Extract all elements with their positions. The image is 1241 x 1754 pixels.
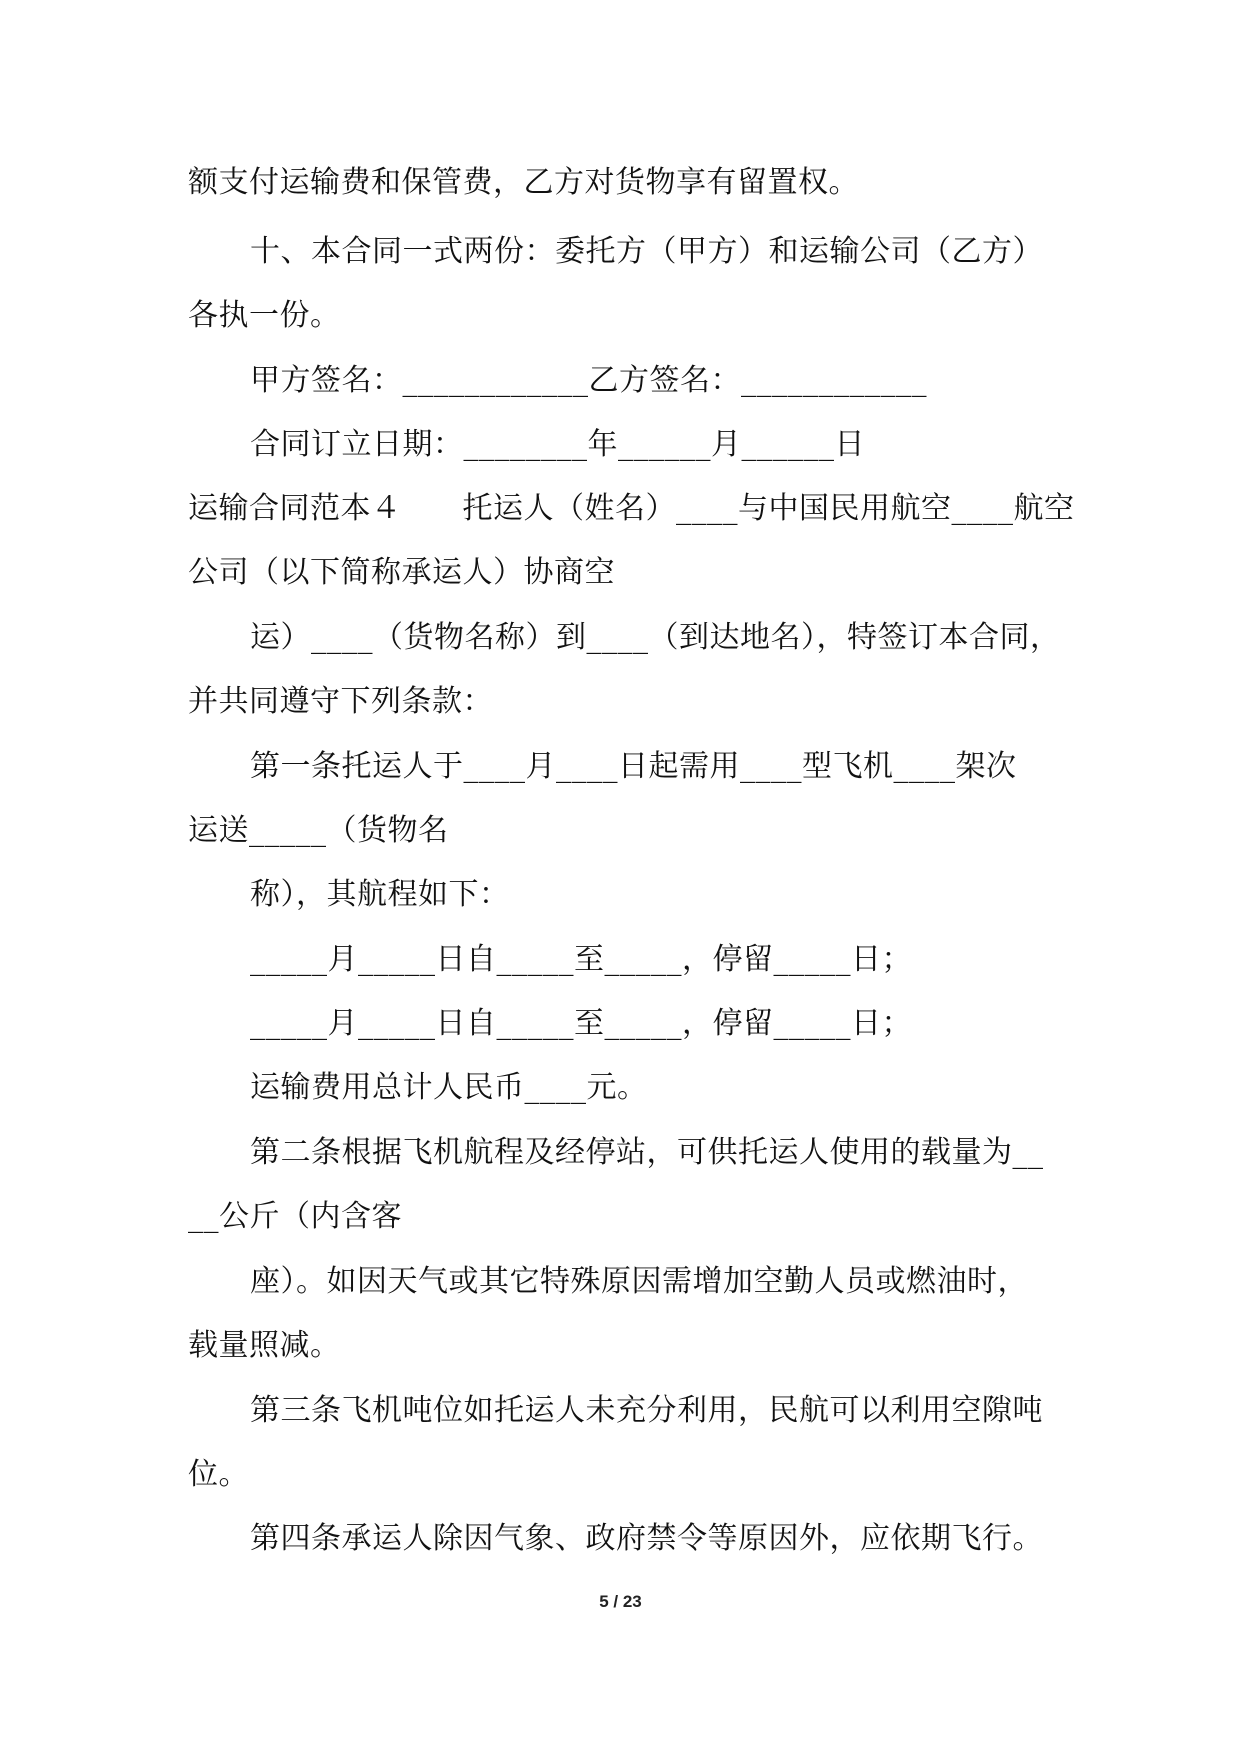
text-line: 运）____（货物名称）到____（到达地名），特签订本合同，: [250, 620, 1061, 655]
text-line: 公司（以下简称承运人）协商空: [188, 555, 615, 590]
text-line: 运送_____（货物名: [188, 813, 449, 848]
text-line: 额支付运输费和保管费，乙方对货物享有留置权。: [188, 165, 859, 200]
text-line: 第三条飞机吨位如托运人未充分利用，民航可以利用空隙吨: [250, 1393, 1043, 1428]
text-line: 称），其航程如下：: [250, 877, 510, 912]
section-heading-line: 运输合同范本４ 托运人（姓名）____与中国民用航空____航空: [188, 491, 1075, 526]
text-line: 第一条托运人于____月____日起需用____型飞机____架次: [250, 749, 1017, 784]
text-line: 座）。如因天气或其它特殊原因需增加空勤人员或燃油时，: [250, 1264, 1028, 1299]
itinerary-line: _____月_____日自_____至_____，停留_____日；: [250, 942, 912, 977]
text-line: 载量照减。: [188, 1328, 341, 1363]
text-line: 第四条承运人除因气象、政府禁令等原因外，应依期飞行。: [250, 1521, 1043, 1556]
text-line: 十、本合同一式两份：委托方（甲方）和运输公司（乙方）: [250, 234, 1043, 269]
contract-date-line: 合同订立日期：________年______月______日: [250, 427, 865, 462]
text-line: __公斤（内含客: [188, 1199, 402, 1234]
text-line: 各执一份。: [188, 298, 341, 333]
text-line: 并共同遵守下列条款：: [188, 684, 493, 719]
signature-line: 甲方签名：____________乙方签名：____________: [250, 363, 927, 398]
text-line: 位。: [188, 1457, 249, 1492]
page-number: 5 / 23: [599, 1592, 642, 1611]
itinerary-line: _____月_____日自_____至_____，停留_____日；: [250, 1006, 912, 1041]
text-line: 第二条根据飞机航程及经停站，可供托运人使用的载量为__: [250, 1135, 1044, 1170]
text-line: 运输费用总计人民币____元。: [250, 1070, 648, 1105]
